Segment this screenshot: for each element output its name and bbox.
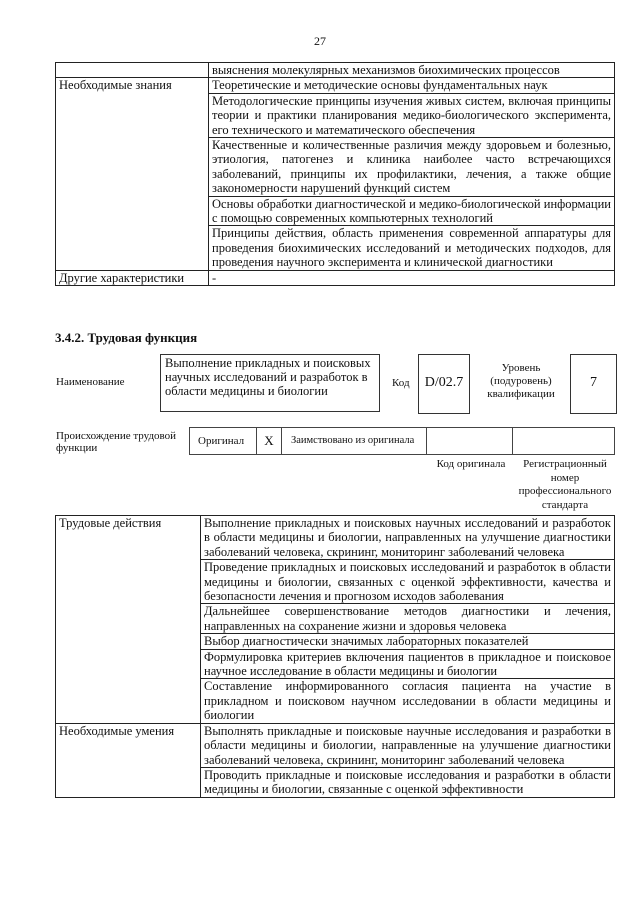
row-text: Проводить прикладные и поисковые исследования и разработки в области медицины и биологии, связанные с оценкой эффективности — [201, 767, 615, 797]
level-box: 7 — [570, 354, 617, 414]
row-text: Принципы действия, область применения современной аппаратуры для проведения биохимических исследований и методических подходов, для проведения научного эксперимента и клинической диагностики — [209, 226, 615, 270]
origin-label: Происхождение трудовой функции — [56, 430, 177, 454]
row-text: Выполнять прикладные и поисковые научные исследования и разработки в области медицины и биологии, направленные на улучшение диагностики заболеваний человека, скрининг, мониторинг заболеваний человека — [201, 723, 615, 767]
row-text: Основы обработки диагностической и медико-биологической информации с помощью современных компьютерных технологий — [209, 196, 615, 226]
page-number: 27 — [314, 34, 326, 48]
knowledge-table — [55, 62, 615, 286]
labor-actions-table — [55, 515, 615, 798]
row-text: Методологические принципы изучения живых систем, включая принципы теории и практики планирования медико-биологического эксперимента, его технического и математического обеспечения — [209, 93, 615, 137]
name-label: Наименование — [56, 376, 125, 388]
row-text: Составление информированного согласия пациента на участие в прикладном и поисковом научном исследовании в области медицины и биологии — [201, 679, 615, 723]
row-label: Трудовые действия — [56, 516, 201, 724]
row-label — [56, 63, 209, 78]
borrowed-cell: Заимствовано из оригинала — [281, 427, 427, 455]
origin-row — [189, 427, 615, 455]
row-text: Выполнение прикладных и поисковых научных исследований и разработок в области медицины и биологии, направленных на улучшение диагностики заболеваний человека, скрининг, мониторинг заболеваний человека — [201, 516, 615, 560]
function-name-box: Выполнение прикладных и поисковых научных исследований и разработок в области медицины и биологии — [160, 354, 380, 412]
table-row — [56, 78, 615, 93]
row-text: выяснения молекулярных механизмов биохимических процессов — [209, 63, 615, 78]
row-text: - — [209, 270, 615, 285]
original-code-caption: Код оригинала — [436, 458, 506, 470]
code-label: Код — [392, 377, 410, 389]
table-row — [56, 63, 615, 78]
registration-number-caption: Регистрационный номер профессионального стандарта — [518, 458, 612, 511]
level-label: Уровень (подуровень) квалификации — [487, 362, 555, 400]
row-label: Другие характеристики — [56, 270, 209, 285]
row-label: Необходимые умения — [56, 723, 201, 797]
original-cell: Оригинал — [189, 427, 257, 455]
table-row — [56, 723, 615, 767]
row-text: Выбор диагностически значимых лабораторных показателей — [201, 634, 615, 649]
row-text: Проведение прикладных и поисковых исследований и разработок в области медицины и биологии, связанных с оценкой эффективности, качества и безопасности лечения и прогнозом исходов заболевания — [201, 560, 615, 604]
row-text: Формулировка критериев включения пациентов в прикладное и поисковое научное исследование в области медицины и биологии — [201, 649, 615, 679]
table-row — [56, 516, 615, 560]
section-title: 3.4.2. Трудовая функция — [55, 330, 198, 345]
row-text: Теоретические и методические основы фундаментальных наук — [209, 78, 615, 93]
row-label: Необходимые знания — [56, 78, 209, 270]
code-box: D/02.7 — [418, 354, 470, 414]
table-row — [56, 270, 615, 285]
original-mark: X — [256, 427, 282, 455]
row-text: Качественные и количественные различия между здоровьем и болезнью, этиология, патогенез и клиника наиболее часто встречающихся заболеваний, принципы их профилактики, лечения, а также общие закономерности нарушений функций систем — [209, 138, 615, 197]
registration-number-cell — [512, 427, 615, 455]
row-text: Дальнейшее совершенствование методов диагностики и лечения, направленных на сохранение жизни и здоровья человека — [201, 604, 615, 634]
original-code-cell — [426, 427, 513, 455]
